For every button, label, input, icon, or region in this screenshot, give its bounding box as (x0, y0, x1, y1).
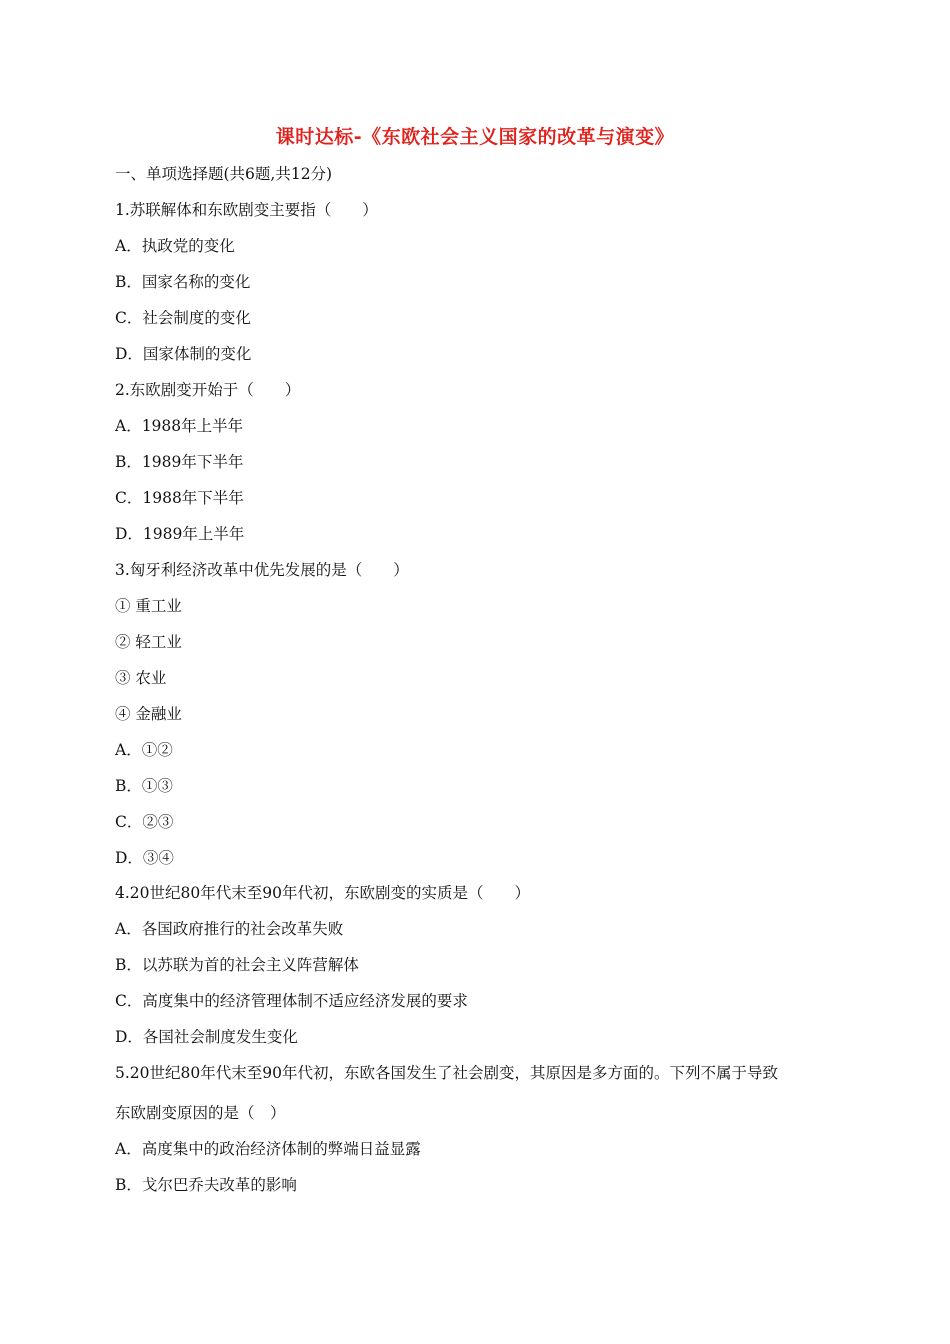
q1-option-b: B．国家名称的变化 (115, 273, 251, 291)
q3-option-b: B．①③ (115, 777, 173, 795)
q5-option-a: A．高度集中的政治经济体制的弊端日益显露 (115, 1140, 421, 1158)
q3-item-2: ② 轻工业 (115, 633, 182, 651)
q2-option-c: C．1988年下半年 (115, 489, 244, 507)
q1-option-d: D．国家体制的变化 (115, 345, 252, 363)
document-title: 课时达标-《东欧社会主义国家的改革与演变》 (275, 126, 675, 148)
q2-option-a: A．1988年上半年 (115, 417, 244, 435)
q4-option-d: D．各国社会制度发生变化 (115, 1028, 298, 1046)
question-4: 4.20世纪80年代末至90年代初，东欧剧变的实质是（ ） (115, 884, 530, 902)
q1-option-c: C．社会制度的变化 (115, 309, 251, 327)
question-3: 3.匈牙利经济改革中优先发展的是（ ） (115, 561, 409, 579)
q1-option-a: A．执政党的变化 (115, 237, 235, 255)
question-5-continued: 东欧剧变原因的是（ ） (115, 1104, 286, 1122)
q3-option-d: D．③④ (115, 849, 174, 867)
section-heading: 一、单项选择题(共6题,共12分) (115, 165, 333, 183)
q3-option-a: A．①② (115, 741, 173, 759)
question-1: 1.苏联解体和东欧剧变主要指（ ） (115, 201, 378, 219)
question-5: 5.20世纪80年代末至90年代初，东欧各国发生了社会剧变，其原因是多方面的。下列不属于导致 (115, 1064, 778, 1082)
q3-item-3: ③ 农业 (115, 669, 167, 687)
q2-option-d: D．1989年上半年 (115, 525, 245, 543)
q5-option-b: B．戈尔巴乔夫改革的影响 (115, 1176, 297, 1194)
question-2: 2.东欧剧变开始于（ ） (115, 381, 301, 399)
q4-option-c: C．高度集中的经济管理体制不适应经济发展的要求 (115, 992, 468, 1010)
q3-item-4: ④ 金融业 (115, 705, 182, 723)
q3-option-c: C．②③ (115, 813, 174, 831)
q4-option-a: A．各国政府推行的社会改革失败 (115, 920, 344, 938)
q3-item-1: ① 重工业 (115, 597, 182, 615)
q2-option-b: B．1989年下半年 (115, 453, 244, 471)
q4-option-b: B．以苏联为首的社会主义阵营解体 (115, 956, 359, 974)
